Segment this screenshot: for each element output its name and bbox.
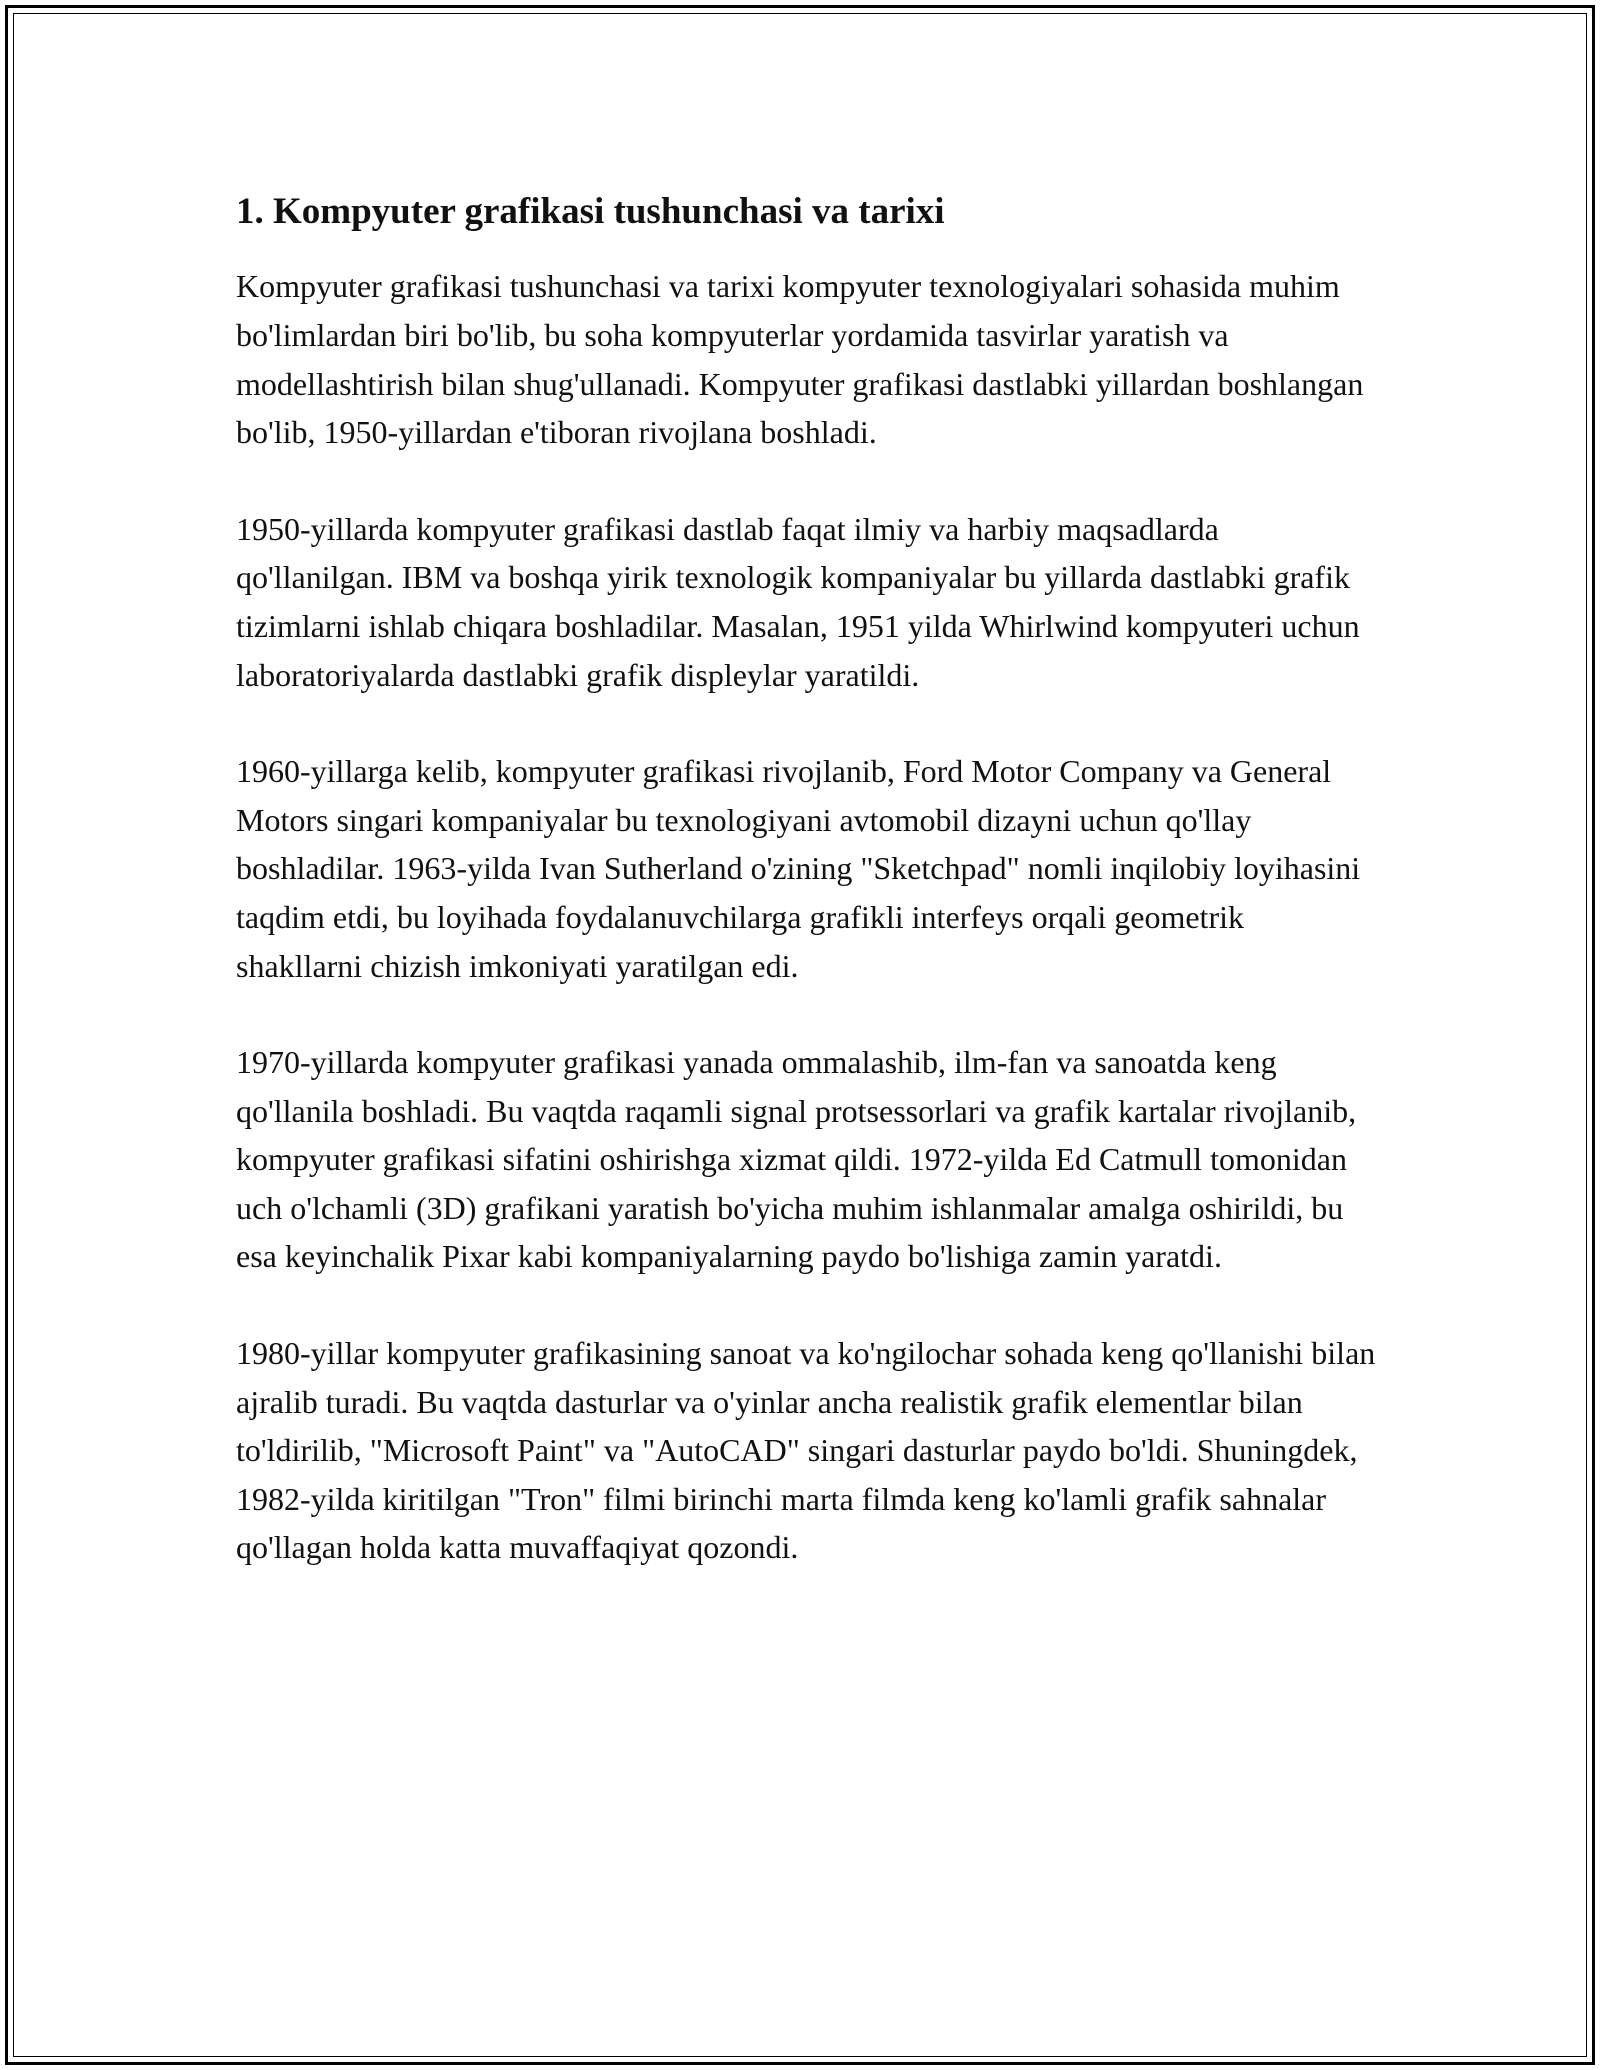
paragraph-1950s: 1950-yillarda kompyuter grafikasi dastlab faqat ilmiy va harbiy maqsadlarda qo'llanilgan. IBM va boshqa yirik texnologik kompaniyalar bu yillarda dastlabki grafik tizimlarni ishlab chiqara boshladilar. Masalan, 1951 yilda Whirlwind kompyuteri uchun laboratoriyalarda dastlabki grafik displeylar yaratildi. xyxy=(236,510,1360,693)
paragraph-1970s: 1970-yillarda kompyuter grafikasi yanada ommalashib, ilm-fan va sanoatda keng qo'llanila boshladi. Bu vaqtda raqamli signal protsessorlari va grafik kartalar rivojlanib, kompyuter grafikasi sifatini oshirishga xizmat qildi. 1972-yilda Ed Catmull tomonidan uch o'lchamli (3D) grafikani yaratish bo'yicha muhim ishlanmalar amalga oshirildi, bu esa keyinchalik Pixar kabi kompaniyalarning paydo bo'lishiga zamin yaratdi. xyxy=(236,1044,1357,1275)
paragraph-1980s: 1980-yillar kompyuter grafikasining sanoat va ko'ngilochar sohada keng qo'llanishi bilan ajralib turadi. Bu vaqtda dasturlar va o'yinlar ancha realistik grafik elementlar bilan to'ldirilib, "Microsoft Paint" va "AutoCAD" singari dasturlar paydo bo'ldi. Shuningdek, 1982-yilda kiritilgan "Tron" filmi birinchi marta filmda keng ko'lamli grafik sahnalar qo'llagan holda katta muvaffaqiyat qozondi. xyxy=(236,1335,1376,1566)
paragraph-1960s: 1960-yillarga kelib, kompyuter grafikasi rivojlanib, Ford Motor Company va General Motors singari kompaniyalar bu texnologiyani avtomobil dizayni uchun qo'llay boshladilar. 1963-yilda Ivan Sutherland o'zining "Sketchpad" nomli inqilobiy loyihasini taqdim etdi, bu loyihada foydalanuvchilarga grafikli interfeys orqali geometrik shakllarni chizish imkoniyati yaratilgan edi. xyxy=(236,753,1361,984)
paragraph-intro: Kompyuter grafikasi tushunchasi va tarixi kompyuter texnologiyalari sohasida muhim bo'limlardan biri bo'lib, bu soha kompyuterlar yordamida tasvirlar yaratish va modellashtirish bilan shug'ullanadi. Kompyuter grafikasi dastlabki yillardan boshlangan bo'lib, 1950-yillardan e'tiboran rivojlana boshladi. xyxy=(236,268,1364,451)
document-content xyxy=(236,190,1376,1620)
section-title: 1. Kompyuter grafikasi tushunchasi va tarixi xyxy=(236,191,945,232)
